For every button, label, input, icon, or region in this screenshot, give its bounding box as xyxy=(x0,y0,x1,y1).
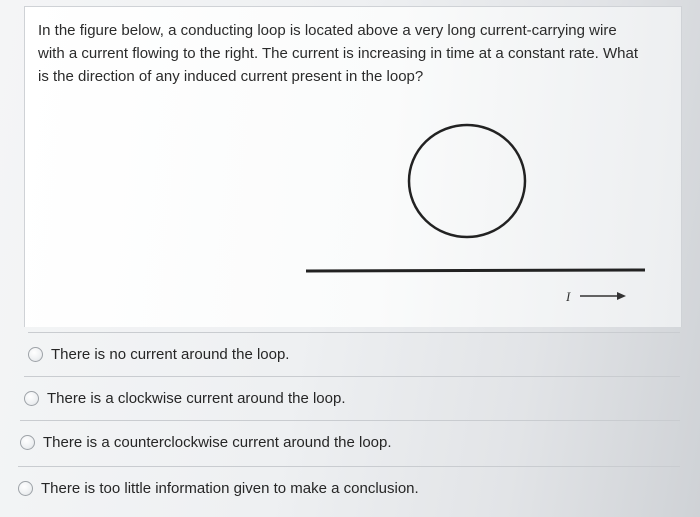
answer-option-label: There is a counterclockwise current around the loop. xyxy=(43,433,392,451)
radio-button[interactable] xyxy=(20,435,35,450)
answer-option-label: There is no current around the loop. xyxy=(51,345,290,363)
current-label: I xyxy=(566,289,571,304)
answer-option-label: There is too little information given to make a conclusion. xyxy=(41,479,419,497)
answer-option-label: There is a clockwise current around the loop. xyxy=(47,389,346,407)
answer-option-2[interactable] xyxy=(24,376,680,419)
radio-button[interactable] xyxy=(24,391,39,406)
answer-option-4[interactable] xyxy=(18,466,680,509)
answer-option-1[interactable] xyxy=(28,332,680,375)
answer-option-3[interactable] xyxy=(20,420,680,463)
radio-button[interactable] xyxy=(28,347,43,362)
radio-button[interactable] xyxy=(18,481,33,496)
question-text: In the figure below, a conducting loop is located above a very long current-carrying wire with a current flowing to the right. The current is increasing in time at a constant rate. What is the direction of any induced current present in the loop? xyxy=(38,22,639,85)
